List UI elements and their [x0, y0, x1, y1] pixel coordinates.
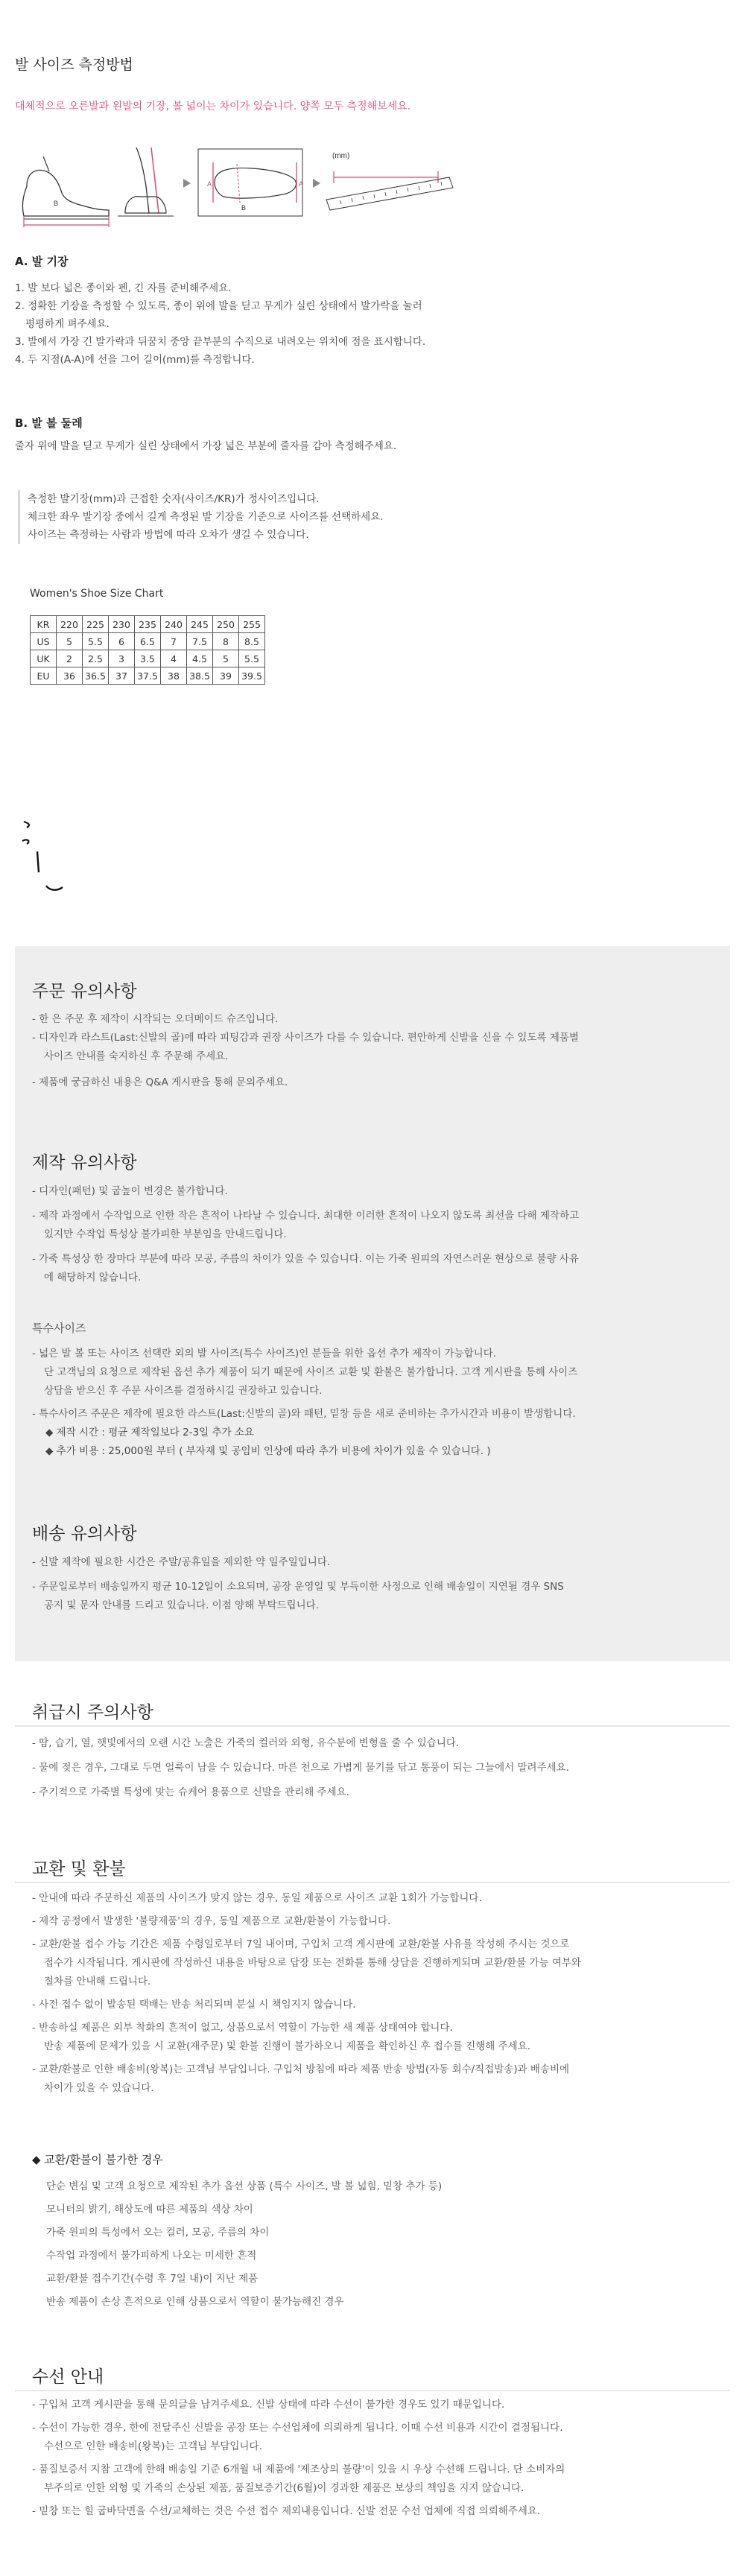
size-row — [31, 667, 265, 685]
size-cell: 3 — [109, 650, 135, 667]
order-title: 주문 유의사항 — [32, 982, 137, 1001]
list-item: - 밑창 또는 힐 굽바닥면을 수선/교체하는 것은 수선 접수 제외내용입니다. 신발 전문 수선 업체에 직접 의뢰해주세요. — [32, 2505, 541, 2517]
section-a-steps — [15, 279, 536, 369]
size-cell: 4 — [161, 650, 187, 667]
production-title: 제작 유의사항 — [32, 1153, 137, 1173]
size-cell: 39.5 — [239, 667, 265, 685]
list-item: - 수선이 가능한 경우, 한에 전달주신 신발을 공장 또는 수선업체에 의뢰하게 됩니다. 이때 수선 비용과 시간이 결정됩니다. — [32, 2422, 563, 2434]
step-item: 4. 두 지점(A-A)에 선을 그어 길이(mm)를 측정합니다. — [15, 354, 255, 366]
care-title: 취급시 주의사항 — [32, 1703, 153, 1722]
foot-measure-diagram — [13, 142, 460, 227]
size-cell: 5 — [213, 650, 239, 667]
list-item: 공지 및 문자 안내를 드리고 있습니다. 이점 양해 부탁드립니다. — [44, 1599, 319, 1611]
size-cell: 8.5 — [239, 633, 265, 650]
list-item: - 제작 과정에서 수작업으로 인한 작은 흔적이 나타날 수 있습니다. 최대한 이러한 흔적이 나오지 않도록 최선을 다해 제작하고 — [32, 1210, 580, 1222]
svg-text:A: A — [299, 180, 304, 188]
list-item: 단 고객님의 요청으로 제작된 옵션 추가 제품이 되기 때문에 사이즈 교환 및 환불은 불가합니다. 고객 게시판을 통해 사이즈 — [44, 1366, 578, 1378]
list-item: 가죽 원피의 특성에서 오는 컬러, 모공, 주름의 차이 — [46, 2227, 270, 2239]
svg-text:(mm): (mm) — [332, 152, 350, 160]
list-item: 수작업 과정에서 불가피하게 나오는 미세한 흔적 — [46, 2250, 257, 2262]
list-item: 단순 변심 및 고객 요청으로 제작된 추가 옵션 상품 (특수 사이즈, 발 볼 넓힘, 밑창 추가 등) — [46, 2180, 443, 2192]
size-cell: 36 — [57, 667, 83, 685]
decorative-marks — [16, 816, 69, 905]
size-cell: 7 — [161, 633, 187, 650]
list-item: 상담을 받으신 후 주문 사이즈를 결정하시길 권장하고 있습니다. — [44, 1385, 323, 1397]
production-list — [32, 1182, 717, 1287]
list-item: - 특수사이즈 주문은 제작에 필요한 라스트(Last:신발의 골)와 패턴, 밑창 등을 새로 준비하는 추가시간과 비용이 발생합니다. — [32, 1408, 576, 1420]
list-item: 부주의로 인한 외형 및 가죽의 손상된 제품, 품질보증기간(6월)이 경과한 제품은 보상의 책임을 지지 않습니다. — [44, 2482, 524, 2494]
size-row — [31, 616, 265, 633]
size-row-label: US — [31, 633, 57, 650]
list-item: 반송 제품에 문제가 있을 시 교환(재주문) 및 환불 진행이 불가하오니 제품을 확인하신 후 접수를 진행해 주세요. — [44, 2040, 530, 2052]
list-item: - 넓은 발 볼 또는 사이즈 선택란 외의 발 사이즈(특수 사이즈)인 분들을 위한 옵션 추가 제작이 가능합니다. — [32, 1348, 497, 1360]
not-allowed-list — [46, 2175, 717, 2314]
step-item: 2. 정확한 기장을 측정할 수 있도록, 종이 위에 발을 딛고 무게가 실린 상태에서 발가락을 눌러 — [15, 300, 422, 312]
section-b-text: 줄자 위에 발을 딛고 무게가 실린 상태에서 가장 넓은 부분에 줄자를 감아 측정해주세요. — [15, 440, 397, 452]
divider — [15, 2390, 730, 2391]
size-row-label: EU — [31, 667, 57, 685]
size-cell: 38 — [161, 667, 187, 685]
size-cell: 37 — [109, 667, 135, 685]
step-item: 평평하게 펴주세요. — [25, 318, 110, 330]
size-cell: 7.5 — [187, 633, 213, 650]
list-item: ◆ 추가 비용 : 25,000원 부터 ( 부자재 및 공임비 인상에 따라 추가 비용에 차이가 있을 수 있습니다. ) — [45, 1445, 491, 1457]
size-cell: 230 — [109, 616, 135, 633]
size-chart-title: Women's Shoe Size Chart — [30, 588, 164, 600]
size-cell: 5.5 — [239, 650, 265, 667]
list-item: - 물에 젖은 경우, 그대로 두면 얼룩이 남을 수 있습니다. 마른 천으로 가볍게 물기를 닦고 통풍이 되는 그늘에서 말려주세요. — [32, 1762, 569, 1774]
note-item: 측정한 발기장(mm)과 근접한 숫자(사이즈/KR)가 정사이즈입니다. — [28, 493, 320, 505]
divider — [15, 1725, 730, 1727]
size-cell: 37.5 — [135, 667, 161, 685]
list-item: - 한 은 주문 후 제작이 시작되는 오더메이드 슈즈입니다. — [32, 1013, 279, 1025]
list-item: 수선으로 인한 배송비(왕복)는 고객님 부담입니다. — [44, 2440, 262, 2452]
step-item: 1. 발 보다 넓은 종이와 펜, 긴 자를 준비해주세요. — [15, 282, 232, 294]
size-cell: 5.5 — [83, 633, 109, 650]
section-b-title: B. 발 볼 둘레 — [15, 416, 83, 430]
special-size-list — [32, 1345, 717, 1461]
list-item: - 제작 공정에서 발생한 '불량제품'의 경우, 동일 제품으로 교환/환불이 가능합니다. — [32, 1915, 391, 1927]
list-item: 반송 제품이 손상 흔적으로 인해 상품으로서 역할이 불가능해진 경우 — [46, 2296, 344, 2308]
svg-text:B: B — [241, 204, 247, 212]
list-item: - 가죽 특성상 한 장마다 부분에 따라 모공, 주름의 차이가 있을 수 있습니다. 이는 가죽 원피의 자연스러운 현상으로 불량 사유 — [32, 1253, 579, 1265]
shipping-title: 배송 유의사항 — [32, 1524, 137, 1544]
step-item: 3. 발에서 가장 긴 발가락과 뒤꿈치 중앙 끝부분의 수직으로 내려오는 위치에 점을 표시합니다. — [15, 336, 426, 348]
list-item: - 품질보증서 지참 고객에 한해 배송일 기준 6개월 내 제품에 '제조상의 불량'이 있을 시 우상 수선해 드립니다. 단 소비자의 — [32, 2464, 565, 2475]
list-item: - 주기적으로 가죽별 특성에 맞는 슈케어 용품으로 신발을 관리해 주세요. — [32, 1786, 349, 1798]
exchange-title: 교환 및 환불 — [32, 1859, 126, 1879]
size-cell: 220 — [57, 616, 83, 633]
list-item: 교환/환불 접수기간(수령 후 7일 내)이 지난 제품 — [46, 2273, 259, 2285]
list-item: - 교환/환불로 인한 배송비(왕복)는 고객님 부담입니다. 구입처 방침에 따라 제품 반송 방법(자동 회수/직접발송)과 배송비에 — [32, 2063, 570, 2075]
care-list — [32, 1734, 717, 1802]
list-item: - 제품에 궁금하신 내용은 Q&A 게시판을 통해 문의주세요. — [32, 1076, 288, 1088]
foot-side-illustration — [22, 156, 109, 227]
measure-title: 발 사이즈 측정방법 — [15, 57, 133, 73]
size-row — [31, 633, 265, 650]
list-item: - 신발 제작에 필요한 시간은 주말/공휴일을 제외한 약 일주일입니다. — [32, 1556, 331, 1568]
size-cell: 38.5 — [187, 667, 213, 685]
size-cell: 240 — [161, 616, 187, 633]
list-item: 접수가 시작됩니다. 게시판에 작성하신 내용을 바탕으로 답장 또는 전화를 통해 상담을 진행하게되며 교환/환불 가능 여부와 — [44, 1957, 581, 1969]
list-item: 에 해당하지 않습니다. — [44, 1272, 142, 1284]
exchange-list — [32, 1889, 717, 2098]
measure-warning: 대체적으로 오른발과 왼발의 기장, 볼 넓이는 차이가 있습니다. 양쪽 모두 측정해보세요. — [15, 101, 411, 112]
size-cell: 4.5 — [187, 650, 213, 667]
size-cell: 255 — [239, 616, 265, 633]
size-cell: 6 — [109, 633, 135, 650]
list-item: 절차를 안내해 드립니다. — [44, 1976, 151, 1987]
size-chart-table — [30, 615, 265, 685]
not-allowed-title: ◆ 교환/환불이 불가한 경우 — [32, 2153, 163, 2166]
list-item: - 구입처 고객 게시판을 통해 문의글을 남겨주세요. 신발 상태에 따라 수선이 불가한 경우도 있기 때문입니다. — [32, 2399, 505, 2411]
size-cell: 250 — [213, 616, 239, 633]
size-row — [31, 650, 265, 667]
list-item: - 디자인과 라스트(Last:신발의 골)에 따라 피팅감과 권장 사이즈가 다를 수 있습니다. 편안하게 신발을 신을 수 있도록 제품별 — [32, 1032, 579, 1044]
size-cell: 8 — [213, 633, 239, 650]
shipping-list — [32, 1553, 717, 1615]
list-item: - 교환/환불 접수 가능 기간은 제품 수령일로부터 7일 내이며, 구입처 고객 게시판에 교환/환불 사유를 작성해 주시는 것으로 — [32, 1938, 570, 1950]
list-item: 사이즈 안내를 숙지하신 후 주문해 주세요. — [44, 1050, 229, 1062]
note-item: 사이즈는 측정하는 사람과 방법에 따라 오차가 생길 수 있습니다. — [28, 529, 309, 541]
list-item: - 주문일로부터 배송일까지 평균 10-12일이 소요되며, 공장 운영일 및 부득이한 사정으로 인해 배송일이 지연될 경우 SNS — [32, 1581, 564, 1593]
size-cell: 39 — [213, 667, 239, 685]
size-cell: 245 — [187, 616, 213, 633]
list-item: - 사전 접수 없이 발송된 택배는 반송 처리되며 분실 시 책임지지 않습니다. — [32, 1999, 356, 2011]
size-cell: 36.5 — [83, 667, 109, 685]
list-item: ◆ 제작 시간 : 평균 제작일보다 2-3일 추가 소요 — [45, 1427, 254, 1438]
size-cell: 225 — [83, 616, 109, 633]
size-row-label: UK — [31, 650, 57, 667]
list-item: 차이가 있을 수 있습니다. — [44, 2082, 154, 2094]
list-item: 있지만 수작업 특성상 불가피한 부분임을 안내드립니다. — [44, 1228, 287, 1240]
size-cell: 2.5 — [83, 650, 109, 667]
list-item: - 디자인(패턴) 및 굽높이 변경은 불가합니다. — [32, 1185, 228, 1197]
special-size-title: 특수사이즈 — [32, 1322, 86, 1335]
order-list — [32, 1010, 717, 1092]
list-item: - 안내에 따라 주문하신 제품의 사이즈가 맞지 않는 경우, 동일 제품으로 사이즈 교환 1회가 가능합니다. — [32, 1892, 482, 1904]
repair-list — [32, 2396, 717, 2521]
size-notes — [18, 490, 393, 544]
divider — [15, 1882, 730, 1883]
section-a-title: A. 발 기장 — [15, 255, 69, 268]
size-row-label: KR — [31, 616, 57, 633]
size-cell: 235 — [135, 616, 161, 633]
list-item: - 땀, 습기, 열, 햇빛에서의 오랜 시간 노출은 가죽의 컬러와 외형, 유수분에 변형을 줄 수 있습니다. — [32, 1737, 460, 1749]
size-cell: 6.5 — [135, 633, 161, 650]
svg-text:B: B — [54, 200, 59, 207]
list-item: 모니터의 밝기, 해상도에 따른 제품의 색상 차이 — [46, 2204, 253, 2215]
size-cell: 5 — [57, 633, 83, 650]
list-item: - 반송하실 제품은 외부 착화의 흔적이 없고, 상품으로서 역할이 가능한 새 제품 상태여야 합니다. — [32, 2022, 453, 2034]
size-cell: 3.5 — [135, 650, 161, 667]
svg-text:A: A — [207, 180, 212, 188]
repair-title: 수선 안내 — [32, 2367, 104, 2387]
size-cell: 2 — [57, 650, 83, 667]
note-item: 체크한 좌우 발기장 중에서 길게 측정된 발 기장을 기준으로 사이즈를 선택하세요. — [28, 511, 384, 523]
